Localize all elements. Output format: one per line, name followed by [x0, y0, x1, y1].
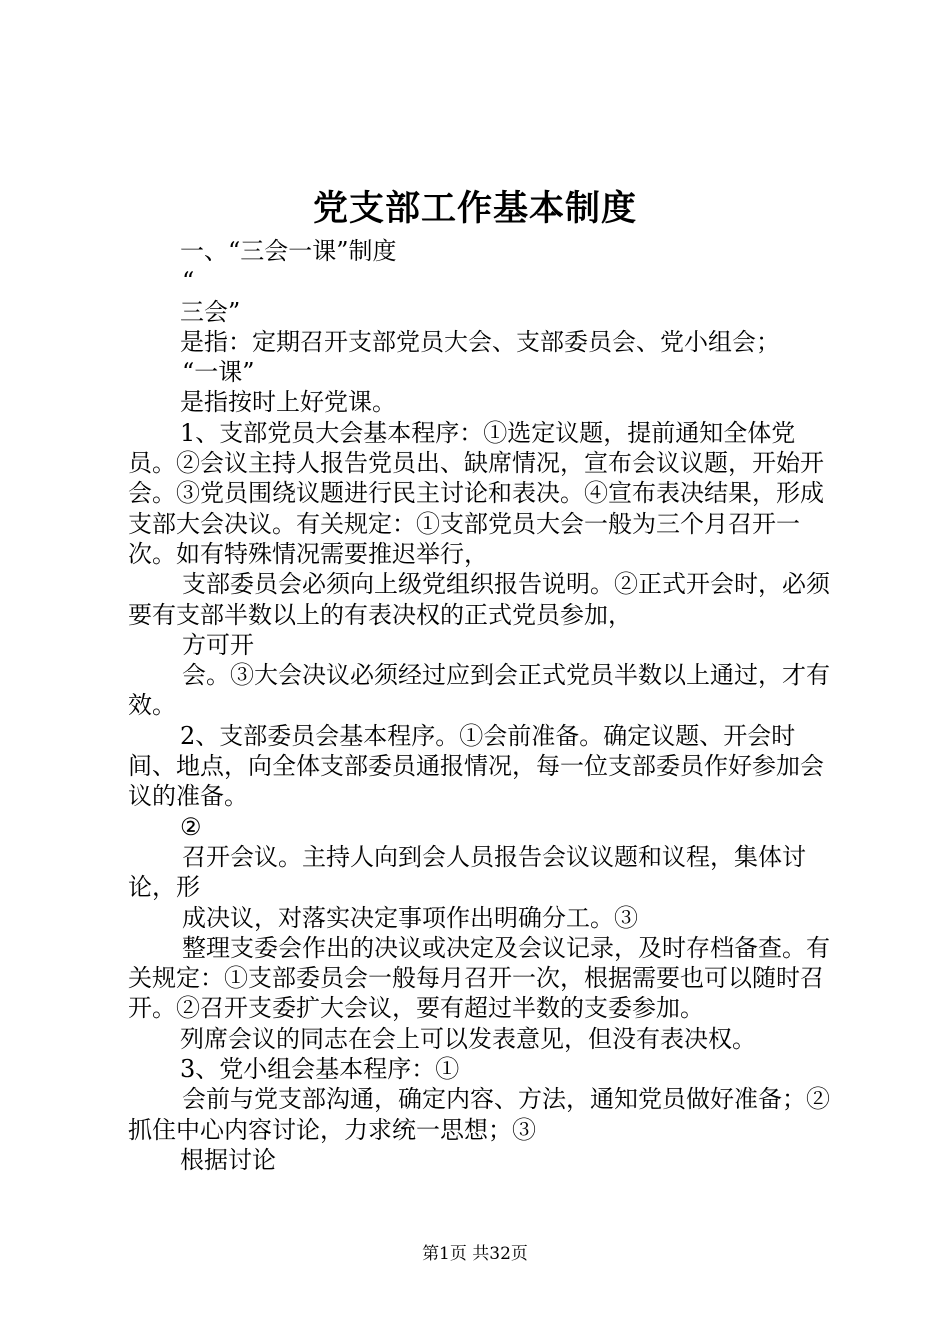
paragraph: 召开会议。主持人向到会人员报告会议议题和议程，集体讨论，形 [128, 842, 806, 902]
document-title: 党支部工作基本制度 [312, 188, 637, 229]
paragraph: ② [180, 812, 202, 841]
page-number-footer: 第1页 共32页 [422, 1244, 528, 1264]
paragraph: 2、支部委员会基本程序。①会前准备。确定议题、开会时间、地点，向全体支部委员通报情况，每一位支部委员作好参加会议的准备。 [128, 721, 824, 811]
paragraph: 列席会议的同志在会上可以发表意见，但没有表决权。 [180, 1024, 756, 1053]
section-heading: 一、“三会一课”制度 [180, 237, 397, 265]
paragraph: 1、支部党员大会基本程序：①选定议题，提前通知全体党员。②会议主持人报告党员出、缺席情况，宣布会议议题，开始开会。③党员围绕议题进行民主讨论和表决。④宣布表决结果，形成支部大会决议。有关规定：①支部党员大会一般为三个月召开一次。如有特殊情况需要推迟举行， [128, 418, 824, 568]
paragraph: 3、党小组会基本程序：① [180, 1055, 460, 1084]
paragraph: 根据讨论 [180, 1145, 276, 1174]
paragraph: 成决议，对落实决定事项作出明确分工。③ [182, 903, 638, 932]
paragraph: 会。③大会决议必须经过应到会正式党员半数以上通过，才有效。 [128, 661, 830, 720]
paragraph: 是指：定期召开支部党员大会、支部委员会、党小组会； [180, 327, 780, 356]
paragraph: “ [182, 267, 195, 296]
paragraph: 整理支委会作出的决议或决定及会议记录，及时存档备查。有关规定：①支部委员会一般每月召开一次，根据需要也可以随时召开。②召开支委扩大会议，要有超过半数的支委参加。 [128, 933, 830, 1023]
paragraph: “一课” [182, 358, 255, 387]
paragraph: 是指按时上好党课。 [180, 388, 396, 417]
paragraph: 会前与党支部沟通，确定内容、方法，通知党员做好准备；②抓住中心内容讨论，力求统一思想；③ [128, 1085, 830, 1144]
paragraph: 方可开 [182, 630, 254, 659]
document-body [128, 236, 840, 1175]
paragraph: 支部委员会必须向上级党组织报告说明。②正式开会时，必须要有支部半数以上的有表决权的正式党员参加， [128, 570, 830, 629]
paragraph: 三会” [180, 297, 241, 326]
